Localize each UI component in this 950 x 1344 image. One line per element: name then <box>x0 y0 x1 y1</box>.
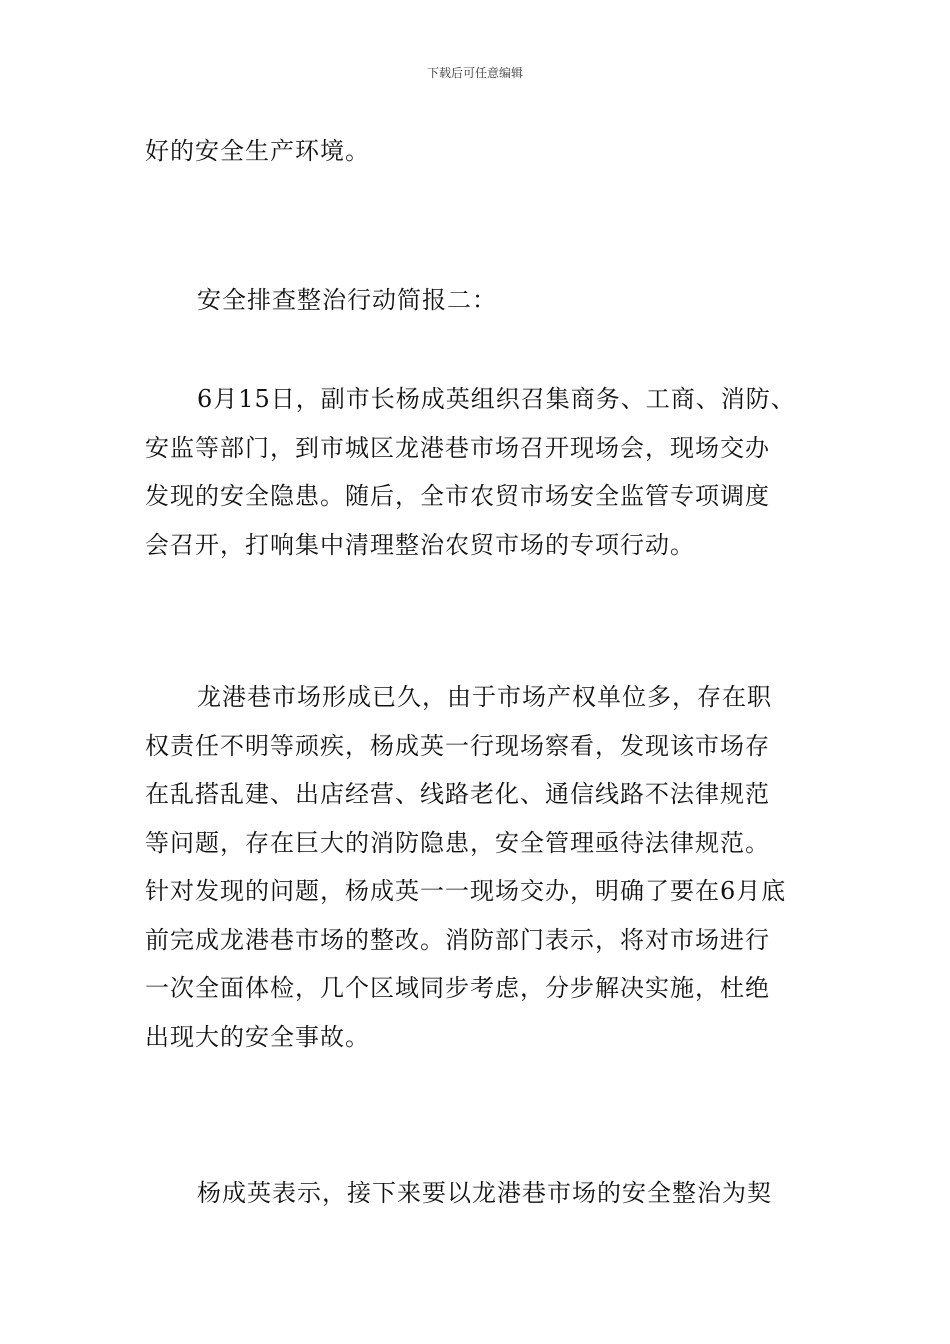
page-header: 下载后可任意编辑 <box>426 66 523 80</box>
paragraph-3 <box>145 1169 815 1218</box>
paragraph-line: 出现大的安全事故。 <box>145 1022 370 1051</box>
section-heading <box>145 276 815 325</box>
paragraph-line: 会召开，打响集中清理整治农贸市场的专项行动。 <box>145 530 695 559</box>
paragraph-line: 6月15日，副市长杨成英组织召集商务、工商、消防、 <box>197 385 796 413</box>
paragraph-continuation <box>145 127 815 176</box>
paragraph-line: 针对发现的问题，杨成英一一现场交办，明确了要在6月底 <box>145 877 787 905</box>
paragraph-1 <box>145 375 815 569</box>
paragraph-2 <box>145 673 815 1061</box>
paragraph-line: 发现的安全隐患。随后，全市农贸市场安全监管专项调度 <box>145 482 770 510</box>
paragraph-line: 好的安全生产环境。 <box>145 137 370 165</box>
paragraph-line: 龙港巷市场形成已久，由于市场产权单位多，存在职 <box>197 683 772 711</box>
paragraph-line: 权责任不明等顽疾，杨成英一行现场察看，发现该市场存 <box>145 731 770 760</box>
paragraph-line: 安监等部门，到市城区龙港巷市场召开现场会，现场交办 <box>145 433 770 462</box>
paragraph-line: 等问题，存在巨大的消防隐患，安全管理亟待法律规范。 <box>145 828 770 857</box>
paragraph-line: 在乱搭乱建、出店经营、线路老化、通信线路不法律规范 <box>145 780 770 808</box>
heading-line: 安全排查整治行动简报二： <box>197 286 497 314</box>
paragraph-line: 前完成龙港巷市场的整改。消防部门表示，将对市场进行 <box>145 925 770 954</box>
paragraph-line: 杨成英表示，接下来要以龙港巷市场的安全整治为契 <box>197 1179 772 1207</box>
paragraph-line: 一次全面体检，几个区域同步考虑，分步解决实施，杜绝 <box>145 974 770 1002</box>
